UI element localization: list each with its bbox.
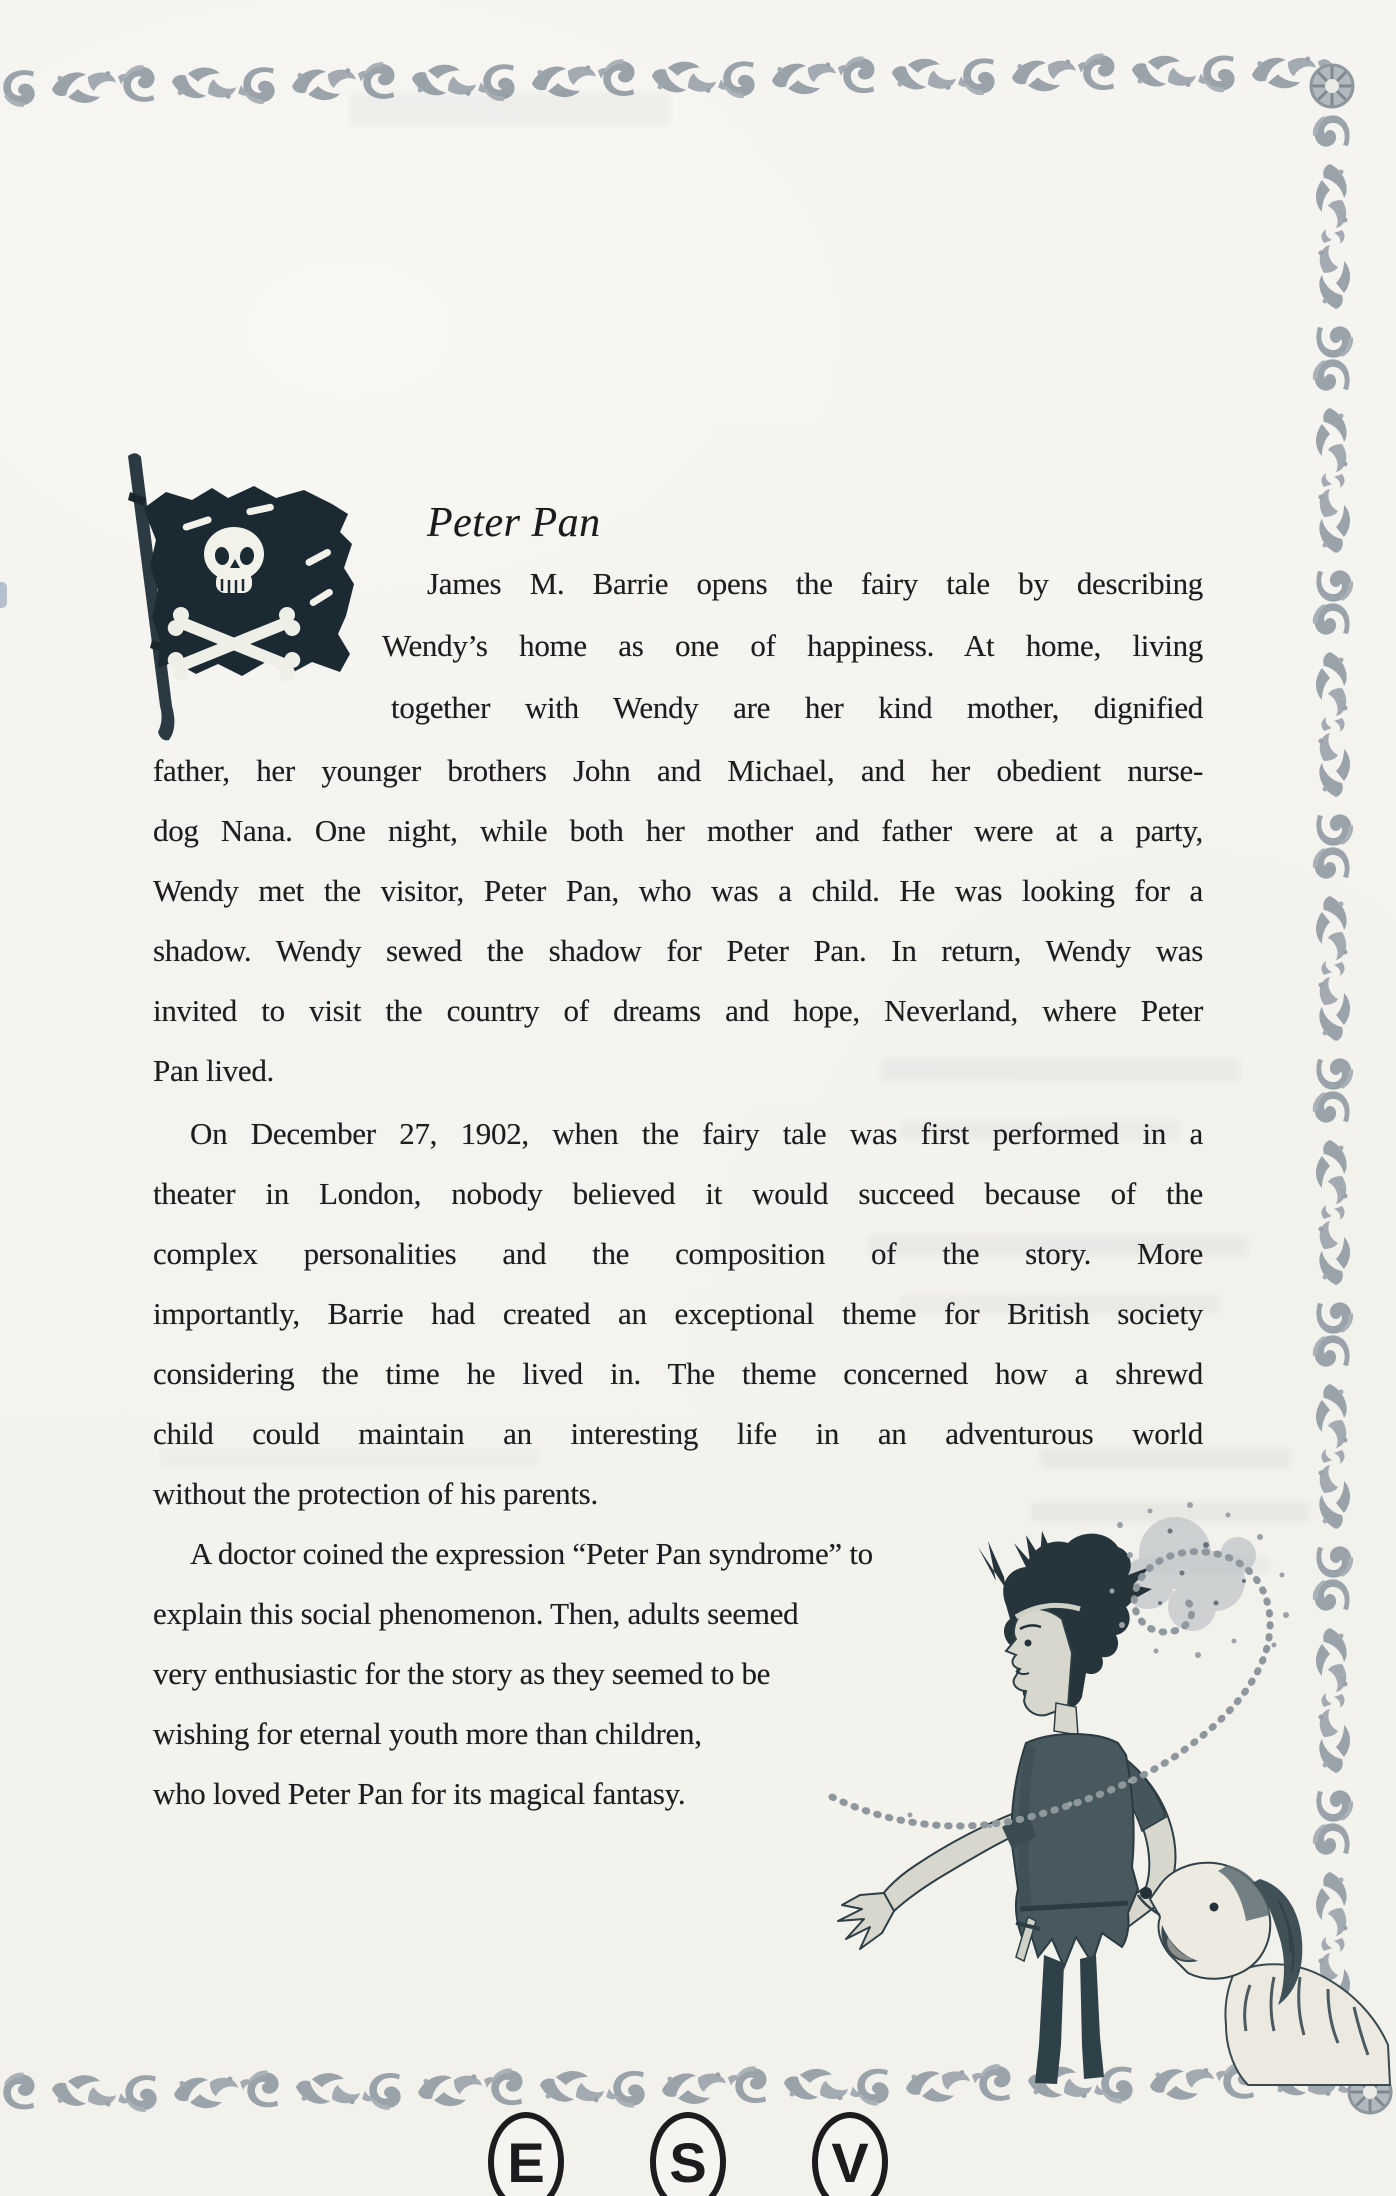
text-line: considering the time he lived in. The theme concerned how a shrewd: [153, 1356, 1203, 1391]
text-line: without the protection of his parents.: [153, 1476, 598, 1511]
pirate-flag-illustration: [108, 448, 368, 748]
story-title: Peter Pan: [427, 500, 601, 546]
bleed-through-artifact: [350, 92, 670, 126]
footer-marker-circle-s: [650, 2112, 726, 2196]
scan-edge-mark: [0, 582, 7, 608]
text-line: importantly, Barrie had created an exceptional theme for British society: [153, 1296, 1203, 1331]
text-line: father, her younger brothers John and Michael, and her obedient nurse-: [153, 753, 1203, 788]
text-line: shadow. Wendy sewed the shadow for Peter Pan. In return, Wendy was: [153, 933, 1203, 968]
text-line: Wendy’s home as one of happiness. At home, living: [382, 628, 1203, 663]
footer-marker-circle-e: [488, 2112, 564, 2196]
peter-pan-and-dog-illustration: [830, 1485, 1390, 2085]
text-line: complex personalities and the composition of the story. More: [153, 1236, 1203, 1271]
text-line: very enthusiastic for the story as they seemed to be: [153, 1656, 771, 1691]
text-line: theater in London, nobody believed it would succeed because of the: [153, 1176, 1203, 1211]
bleed-through-artifact: [880, 1058, 1240, 1082]
text-line: On December 27, 1902, when the fairy tale was first performed in a: [190, 1116, 1203, 1151]
text-line: Pan lived.: [153, 1053, 274, 1088]
footer-marker-letter: S: [669, 2130, 707, 2194]
footer-marker-letter: V: [831, 2130, 869, 2194]
text-line: invited to visit the country of dreams and hope, Neverland, where Peter: [153, 993, 1203, 1028]
text-line: James M. Barrie opens the fairy tale by describing: [427, 566, 1203, 601]
text-line: explain this social phenomenon. Then, adults seemed: [153, 1596, 799, 1631]
text-line: child could maintain an interesting life in an adventurous world: [153, 1416, 1203, 1451]
text-line: together with Wendy are her kind mother, dignified: [391, 690, 1203, 725]
text-line: who loved Peter Pan for its magical fantasy.: [153, 1776, 686, 1811]
text-line: wishing for eternal youth more than children,: [153, 1716, 702, 1751]
text-line: A doctor coined the expression “Peter Pan syndrome” to: [190, 1536, 873, 1571]
footer-marker-circle-v: [812, 2112, 888, 2196]
text-line: dog Nana. One night, while both her mother and father were at a party,: [153, 813, 1203, 848]
text-line: Wendy met the visitor, Peter Pan, who was a child. He was looking for a: [153, 873, 1203, 908]
footer-marker-letter: E: [507, 2130, 545, 2194]
corner-rosette-top-right: [1308, 62, 1356, 110]
